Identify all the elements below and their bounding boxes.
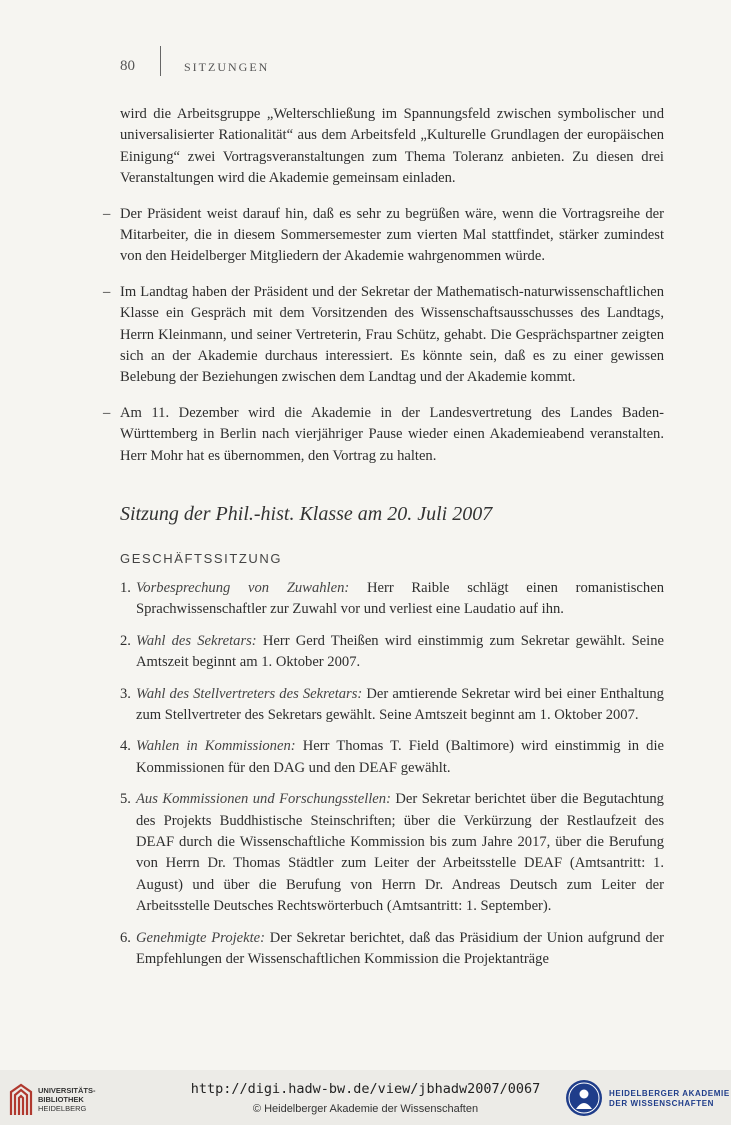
ub-line: BIBLIOTHEK [38, 1095, 84, 1104]
academy-line: DER WISSENSCHAFTEN [609, 1099, 715, 1108]
dash-item-text: Am 11. Dezember wird die Akademie in der Landesvertretung des Landes Baden-Württemberg in Berlin nach vierjähriger Pause wieder einen Akademieabend veranstalten. Herr Mohr hat es übernommen, den Vortrag zu halten. [120, 404, 664, 464]
item-number: 3. [120, 685, 131, 702]
academy-name [609, 1089, 730, 1109]
list-item [120, 631, 664, 674]
permalink-url[interactable]: http://digi.hadw-bw.de/view/jbhadw2007/0067 [190, 1081, 541, 1097]
item-title: Wahlen in Kommissionen: [136, 738, 296, 755]
ub-line: UNIVERSITÄTS- [38, 1086, 96, 1095]
dash-item [103, 204, 664, 268]
item-text: Herr Gerd Theißen wird einstimmig zum Sekretar gewählt. Seine Amtszeit beginnt am 1. Oktober 2007. [136, 632, 664, 671]
item-number: 1. [120, 580, 131, 596]
intro-paragraph: wird die Arbeitsgruppe „Welterschließung im Spannungsfeld zwischen symbolischer und universalisierter Rationalität“ aus dem Arbeitsfeld „Kulturelle Grundlagen der europäischen Einigung“ zwei Vortragsveranstaltungen zum Thema Toleranz anbieten. Zu diesen drei Veranstaltungen wird die Akademie gemeinsam einladen. [120, 106, 664, 187]
section-title: Sitzung der Phil.-hist. Klasse am 20. Juli 2007 [120, 503, 493, 525]
list-item [120, 736, 664, 779]
dash-marker: – [103, 205, 111, 222]
item-number: 6. [120, 929, 131, 946]
item-title: Vorbesprechung von Zuwahlen: [136, 580, 350, 596]
item-text: Der amtierende Sekretar wird bei einer Enthaltung zum Stellvertreter des Sekretars gewählt. Seine Amtszeit beginnt am 1. Oktober 2007. [136, 685, 664, 724]
item-text: Der Sekretar berichtet über die Begutachtung des Projekts Buddhistische Steinschriften; über die Verkürzung der Restlaufzeit des DEAF durch die Wissenschaftliche Kommission bis zum Jahre 2017, über die Berufung von Herrn Dr. Thomas Städtler zum Leiter der Arbeitsstelle DEAF (Amtsantritt: 1. August) und über die Berufung von Herrn Dr. Andreas Deutsch zum Leiter der Arbeitsstelle Deutsches Rechtswörterbuch (Amtsantritt: 1. September). [136, 791, 664, 915]
dash-marker: – [103, 404, 111, 421]
viewer-footer [0, 1070, 731, 1125]
item-number: 2. [120, 632, 131, 649]
item-text: Der Sekretar berichtet, daß das Präsidium der Union aufgrund der Empfehlungen der Wissenschaftlichen Kommission die Projektanträge [136, 929, 664, 968]
list-item [120, 928, 664, 971]
dash-item [103, 403, 664, 467]
item-text: Herr Raible schlägt einen romanistischen Sprachwissenschaftler zur Zuwahl vor und verliest eine Laudatio auf ihn. [136, 580, 664, 618]
running-head: SITZUNGEN [184, 60, 270, 74]
page-number: 80 [120, 58, 135, 74]
item-number: 4. [120, 738, 131, 755]
item-number: 5. [120, 791, 131, 808]
dash-item [103, 282, 664, 389]
academy-line: HEIDELBERGER AKADEMIE [609, 1089, 730, 1098]
item-title: Wahl des Stellvertreters des Sekretars: [136, 685, 363, 702]
list-item [120, 578, 664, 621]
ub-line: HEIDELBERG [38, 1104, 87, 1113]
item-title: Aus Kommissionen und Forschungsstellen: [136, 791, 391, 808]
list-item [120, 789, 664, 917]
copyright-notice: © Heidelberger Akademie der Wissenschaften [252, 1103, 479, 1115]
item-title: Wahl des Sekretars: [136, 632, 257, 649]
body-text [103, 104, 664, 481]
numbered-list [120, 578, 664, 981]
academy-seal-icon [565, 1079, 603, 1117]
subheading: GESCHÄFTSSITZUNG [120, 551, 283, 566]
dash-item-text: Der Präsident weist darauf hin, daß es sehr zu begrüßen wäre, wenn die Vortragsreihe der Mitarbeiter, die in diesem Sommersemester zum vierten Mal stattfindet, stärker zumindest von den Heidelberger Mitgliedern der Akademie wahrgenommen würde. [120, 205, 664, 265]
dash-marker: – [103, 283, 111, 300]
item-text: Herr Thomas T. Field (Baltimore) wird einstimmig in die Kommissionen für den DAG und den DEAF gewählt. [136, 738, 664, 776]
list-item [120, 684, 664, 727]
item-title: Genehmigte Projekte: [136, 929, 266, 946]
dash-item-text: Im Landtag haben der Präsident und der Sekretar der Mathematisch-naturwissenschaftlichen Klasse ein Gespräch mit dem Vorsitzenden des Wissenschaftsausschusses des Landtags, Herrn Kleinmann, und seiner Vertreterin, Frau Schütz, gehabt. Die Gesprächspartner zeigten sich an der Akademie durchaus interessiert. Es könnte sein, daß es zu einer gewissen Belebung der Beziehungen zwischen dem Landtag und der Akademie kommt. [120, 283, 664, 386]
dash-list [103, 204, 664, 467]
header-divider [160, 46, 161, 76]
